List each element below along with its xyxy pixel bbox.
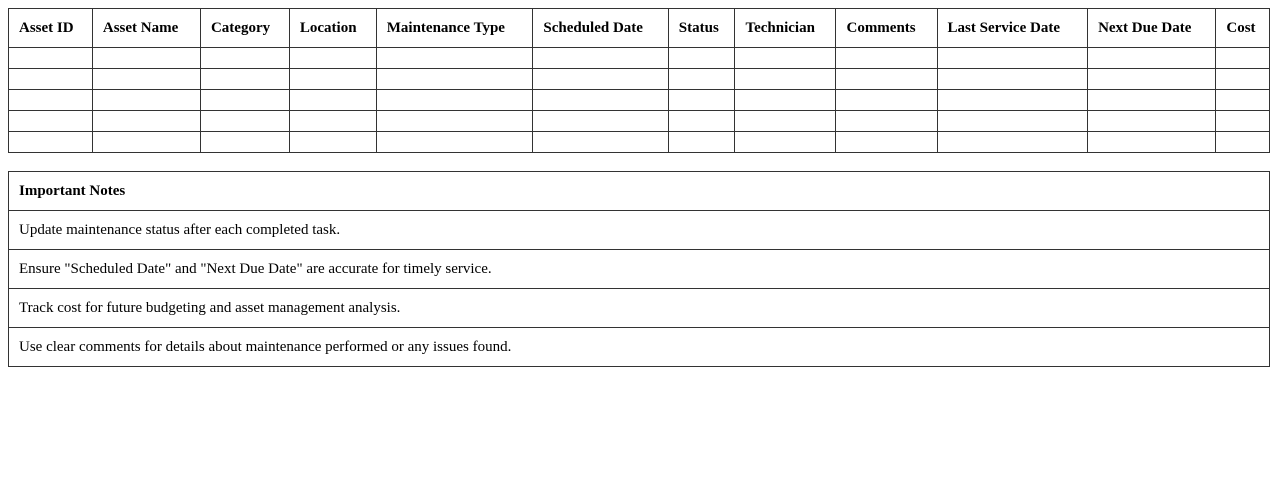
table-row: [9, 132, 1270, 153]
table-cell[interactable]: [1216, 111, 1270, 132]
column-header-asset-id: Asset ID: [9, 9, 93, 48]
table-cell[interactable]: [9, 48, 93, 69]
column-header-cost: Cost: [1216, 9, 1270, 48]
table-body: [9, 48, 1270, 153]
column-header-next-due-date: Next Due Date: [1088, 9, 1216, 48]
table-cell[interactable]: [836, 90, 937, 111]
table-cell[interactable]: [1216, 90, 1270, 111]
table-cell[interactable]: [668, 111, 735, 132]
table-cell[interactable]: [92, 132, 200, 153]
column-header-location: Location: [289, 9, 376, 48]
table-cell[interactable]: [1216, 69, 1270, 90]
table-cell[interactable]: [533, 90, 668, 111]
table-cell[interactable]: [200, 90, 289, 111]
table-cell[interactable]: [668, 48, 735, 69]
table-cell[interactable]: [376, 132, 533, 153]
table-cell[interactable]: [836, 132, 937, 153]
table-cell[interactable]: [289, 132, 376, 153]
table-cell[interactable]: [533, 48, 668, 69]
table-cell[interactable]: [92, 90, 200, 111]
maintenance-schedule-table: [8, 8, 1270, 153]
table-cell[interactable]: [376, 90, 533, 111]
table-cell[interactable]: [9, 90, 93, 111]
table-cell[interactable]: [937, 132, 1088, 153]
table-cell[interactable]: [533, 132, 668, 153]
table-cell[interactable]: [289, 90, 376, 111]
table-cell[interactable]: [937, 48, 1088, 69]
column-header-technician: Technician: [735, 9, 836, 48]
table-cell[interactable]: [1088, 48, 1216, 69]
table-cell[interactable]: [376, 48, 533, 69]
table-cell[interactable]: [92, 69, 200, 90]
table-row: [9, 90, 1270, 111]
table-header-row: [9, 9, 1270, 48]
table-cell[interactable]: [200, 48, 289, 69]
table-cell[interactable]: [1088, 132, 1216, 153]
table-cell[interactable]: [937, 69, 1088, 90]
table-cell[interactable]: [1088, 69, 1216, 90]
column-header-comments: Comments: [836, 9, 937, 48]
table-cell[interactable]: [376, 111, 533, 132]
column-header-last-service-date: Last Service Date: [937, 9, 1088, 48]
table-cell[interactable]: [1216, 48, 1270, 69]
table-cell[interactable]: [668, 69, 735, 90]
table-cell[interactable]: [200, 132, 289, 153]
note-item: Update maintenance status after each completed task.: [9, 211, 1270, 250]
table-cell[interactable]: [289, 48, 376, 69]
note-row: [9, 250, 1270, 289]
table-cell[interactable]: [200, 111, 289, 132]
note-item: Ensure "Scheduled Date" and "Next Due Date" are accurate for timely service.: [9, 250, 1270, 289]
table-cell[interactable]: [735, 48, 836, 69]
table-row: [9, 48, 1270, 69]
table-cell[interactable]: [668, 90, 735, 111]
column-header-scheduled-date: Scheduled Date: [533, 9, 668, 48]
column-header-category: Category: [200, 9, 289, 48]
table-cell[interactable]: [200, 69, 289, 90]
table-cell[interactable]: [92, 111, 200, 132]
table-cell[interactable]: [9, 69, 93, 90]
table-cell[interactable]: [836, 48, 937, 69]
table-cell[interactable]: [376, 69, 533, 90]
table-cell[interactable]: [1088, 90, 1216, 111]
table-cell[interactable]: [937, 90, 1088, 111]
table-cell[interactable]: [533, 111, 668, 132]
table-cell[interactable]: [735, 69, 836, 90]
column-header-asset-name: Asset Name: [92, 9, 200, 48]
note-item: Track cost for future budgeting and asset management analysis.: [9, 289, 1270, 328]
notes-heading-row: [9, 172, 1270, 211]
table-cell[interactable]: [937, 111, 1088, 132]
table-cell[interactable]: [1088, 111, 1216, 132]
table-cell[interactable]: [9, 132, 93, 153]
note-item: Use clear comments for details about maintenance performed or any issues found.: [9, 328, 1270, 367]
table-cell[interactable]: [289, 111, 376, 132]
table-row: [9, 69, 1270, 90]
table-cell[interactable]: [836, 111, 937, 132]
table-cell[interactable]: [735, 90, 836, 111]
column-header-maintenance-type: Maintenance Type: [376, 9, 533, 48]
table-cell[interactable]: [92, 48, 200, 69]
important-notes-table: [8, 171, 1270, 367]
table-cell[interactable]: [289, 69, 376, 90]
column-header-status: Status: [668, 9, 735, 48]
table-cell[interactable]: [735, 132, 836, 153]
table-row: [9, 111, 1270, 132]
note-row: [9, 211, 1270, 250]
notes-heading: Important Notes: [9, 172, 1270, 211]
table-cell[interactable]: [668, 132, 735, 153]
table-cell[interactable]: [836, 69, 937, 90]
table-cell[interactable]: [533, 69, 668, 90]
note-row: [9, 328, 1270, 367]
table-cell[interactable]: [1216, 132, 1270, 153]
table-cell[interactable]: [735, 111, 836, 132]
note-row: [9, 289, 1270, 328]
table-cell[interactable]: [9, 111, 93, 132]
